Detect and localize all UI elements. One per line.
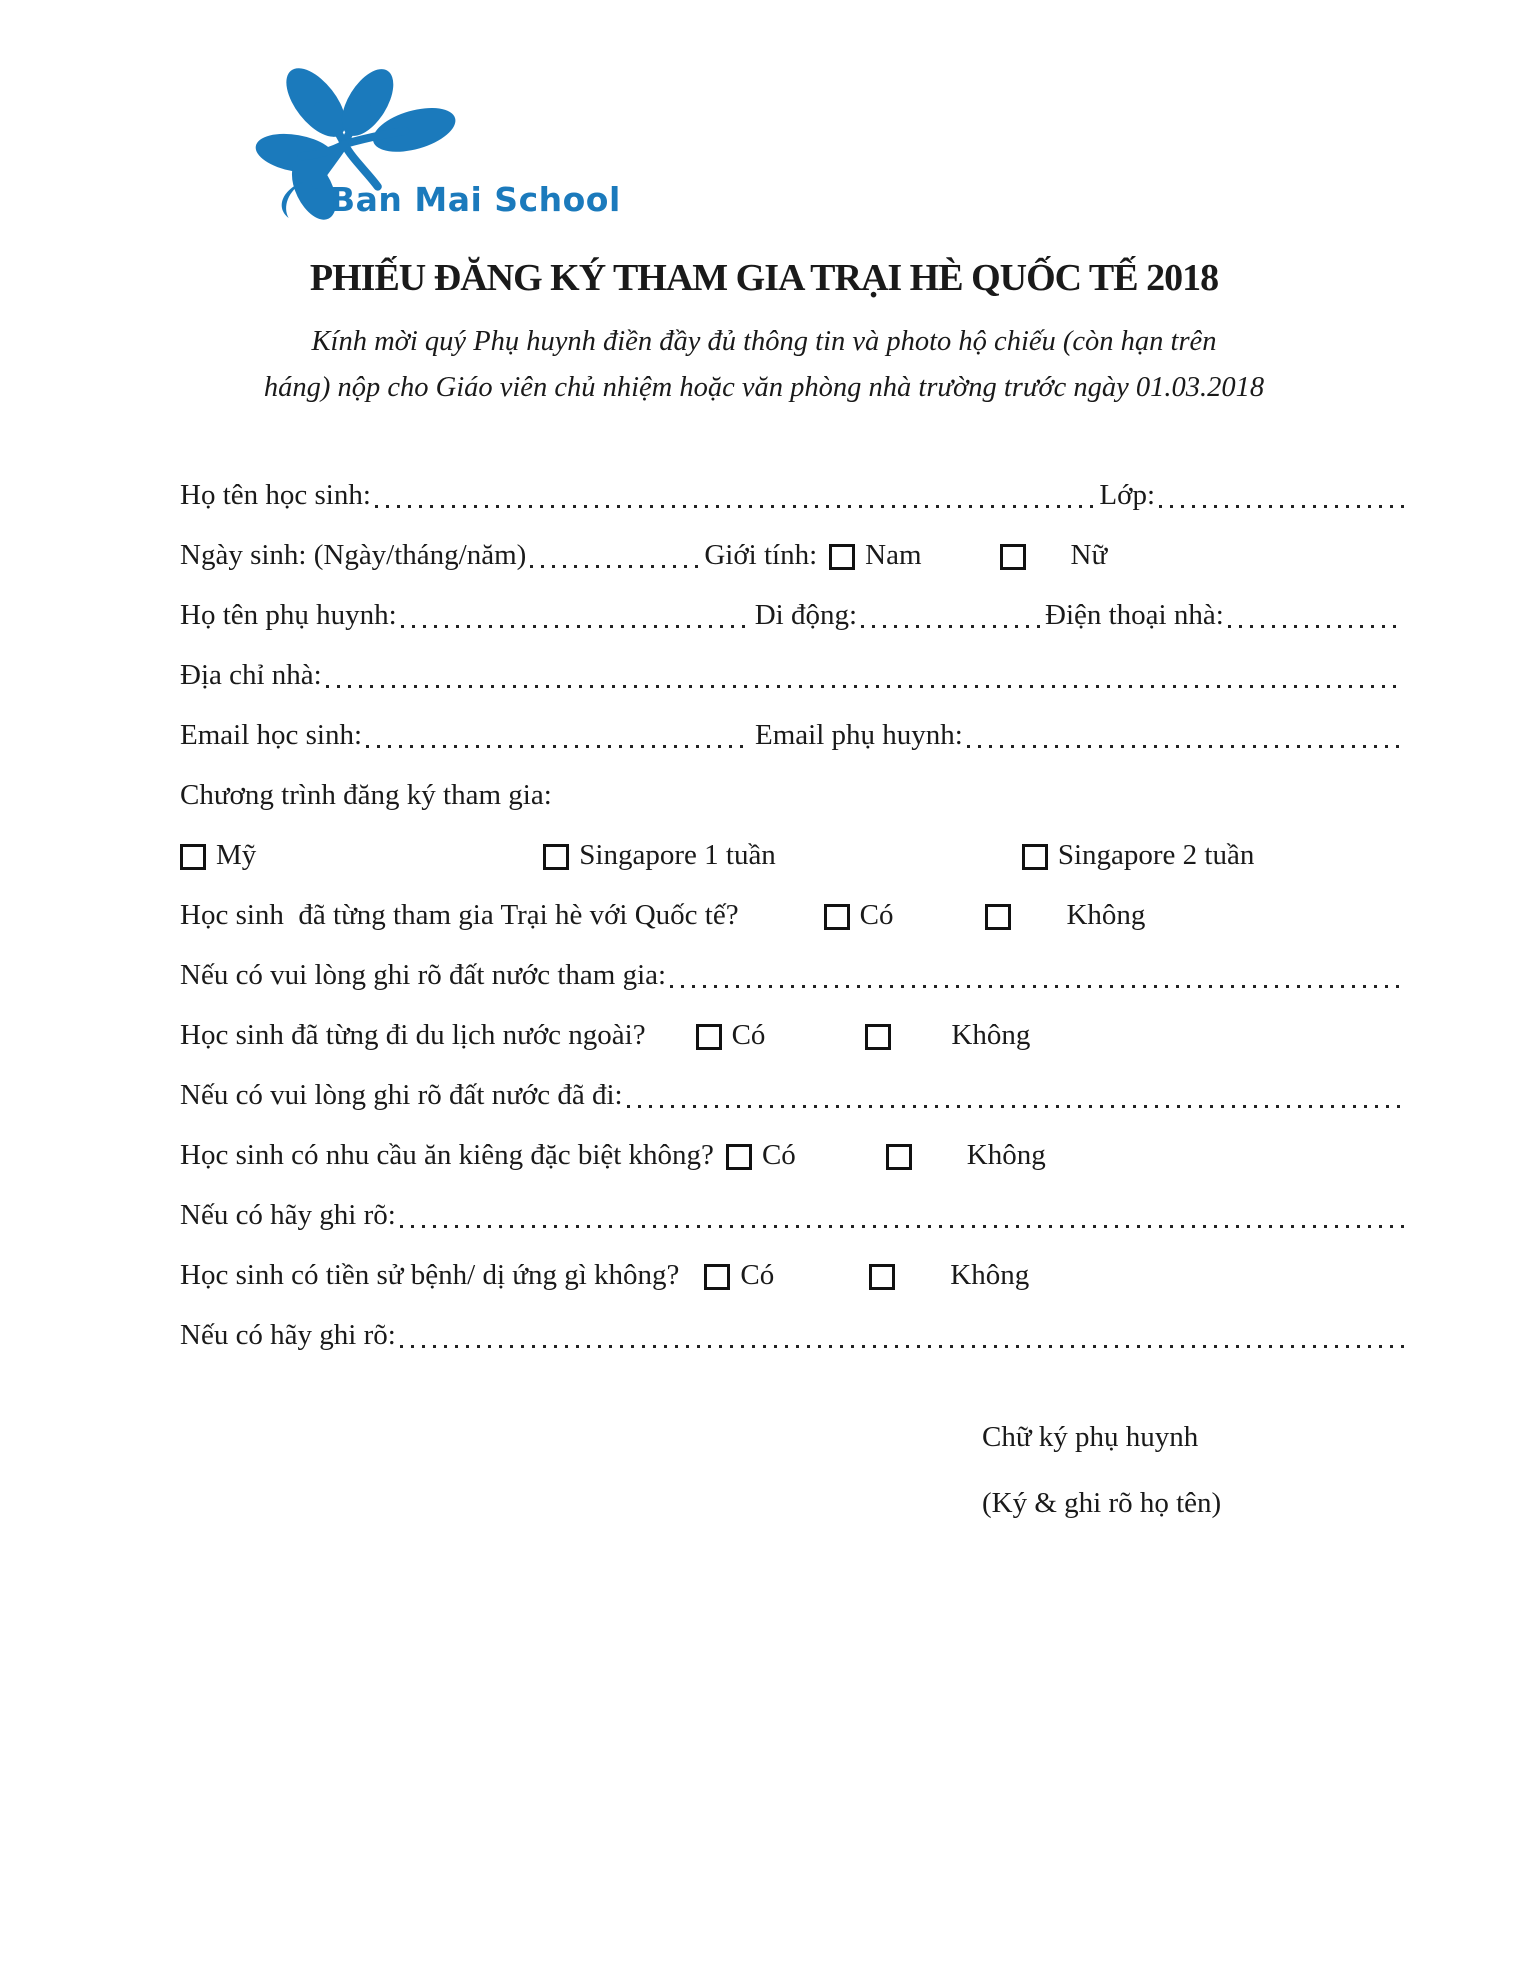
diet-yes-label: Có: [761, 1139, 796, 1171]
form-title: PHIẾU ĐĂNG KÝ THAM GIA TRẠI HÈ QUỐC TẾ 2018: [309, 257, 1219, 299]
diet-detail-label: Nếu có hãy ghi rõ:: [180, 1199, 396, 1231]
row-date-of-birth: [180, 538, 1408, 598]
student-email-fill-line: [366, 718, 751, 748]
row-traveled-abroad-detail: [180, 1078, 1408, 1138]
attended-detail-fill-line: [670, 958, 1404, 988]
home-address-label: Địa chỉ nhà:: [180, 659, 322, 691]
checkbox-diet-yes[interactable]: [726, 1144, 752, 1170]
program-option-singapore-1-label: Singapore 1 tuần: [579, 839, 776, 871]
attended-yes-label: Có: [859, 899, 894, 931]
program-option-my-label: Mỹ: [216, 839, 257, 871]
medical-detail-label: Nếu có hãy ghi rõ:: [180, 1319, 396, 1351]
program-option-singapore-2-label: Singapore 2 tuần: [1057, 839, 1255, 871]
home-phone-label: Điện thoại nhà:: [1045, 599, 1224, 631]
row-attended-camp-detail: [180, 958, 1408, 1018]
home-address-fill-line: [326, 658, 1404, 688]
traveled-detail-label: Nếu có vui lòng ghi rõ đất nước đã đi:: [180, 1079, 623, 1111]
male-label: Nam: [865, 539, 922, 571]
traveled-yes-label: Có: [731, 1019, 766, 1051]
checkbox-medical-no[interactable]: [869, 1264, 895, 1290]
school-name-logo-text: Ban Mai School: [330, 180, 621, 219]
attended-camp-question: Học sinh đã từng tham gia Trại hè với Quốc tế?: [180, 899, 739, 931]
diet-detail-fill-line: [400, 1198, 1404, 1228]
dob-fill-line: [530, 538, 700, 568]
class-fill-line: [1159, 478, 1404, 508]
form-body: [180, 478, 1408, 1378]
row-question-attended-camp: [180, 898, 1408, 958]
row-program-label: [180, 778, 1408, 838]
row-special-diet-detail: [180, 1198, 1408, 1258]
mobile-label: Di động:: [754, 599, 857, 631]
signature-title: Chữ ký phụ huynh: [982, 1421, 1199, 1453]
checkbox-traveled-yes[interactable]: [696, 1024, 722, 1050]
form-instructions-line2: háng) nộp cho Giáo viên chủ nhiệm hoặc văn phòng nhà trường trước ngày 01.03.2018: [263, 372, 1265, 403]
home-phone-fill-line: [1228, 598, 1404, 628]
row-question-special-diet: [180, 1138, 1408, 1198]
attended-no-label: Không: [1066, 899, 1146, 931]
medical-history-question: Học sinh có tiền sử bệnh/ dị ứng gì không?: [180, 1259, 680, 1291]
row-home-address: [180, 658, 1408, 718]
checkbox-program-singapore-2-weeks[interactable]: [1022, 844, 1048, 870]
form-instructions-line1: Kính mời quý Phụ huynh điền đầy đủ thông tin và photo hộ chiếu (còn hạn trên: [311, 326, 1217, 357]
row-emails: [180, 718, 1408, 778]
mobile-fill-line: [861, 598, 1041, 628]
checkbox-attended-no[interactable]: [985, 904, 1011, 930]
medical-yes-label: Có: [740, 1259, 775, 1291]
medical-detail-fill-line: [400, 1318, 1404, 1348]
checkbox-attended-yes[interactable]: [824, 904, 850, 930]
class-label: Lớp:: [1099, 479, 1155, 511]
parent-email-fill-line: [967, 718, 1404, 748]
traveled-no-label: Không: [951, 1019, 1031, 1051]
student-name-fill-line: [375, 478, 1095, 508]
row-question-medical-history: [180, 1258, 1408, 1318]
row-student-name: [180, 478, 1408, 538]
checkbox-program-singapore-1-week[interactable]: [543, 844, 569, 870]
checkbox-traveled-no[interactable]: [865, 1024, 891, 1050]
traveled-abroad-question: Học sinh đã từng đi du lịch nước ngoài?: [180, 1019, 646, 1051]
row-parent-name: [180, 598, 1408, 658]
checkbox-male[interactable]: [829, 544, 855, 570]
program-label: Chương trình đăng ký tham gia:: [180, 779, 552, 811]
parent-name-label: Họ tên phụ huynh:: [180, 599, 397, 631]
parent-name-fill-line: [401, 598, 751, 628]
signature-instruction: (Ký & ghi rõ họ tên): [982, 1487, 1222, 1519]
row-medical-history-detail: [180, 1318, 1408, 1378]
traveled-detail-fill-line: [627, 1078, 1404, 1108]
medical-no-label: Không: [950, 1259, 1030, 1291]
checkbox-diet-no[interactable]: [886, 1144, 912, 1170]
row-program-options: [180, 838, 1408, 898]
student-email-label: Email học sinh:: [180, 719, 363, 751]
diet-no-label: Không: [966, 1139, 1046, 1171]
checkbox-medical-yes[interactable]: [704, 1264, 730, 1290]
female-label: Nữ: [1070, 539, 1108, 571]
student-name-label: Họ tên học sinh:: [180, 479, 371, 511]
attended-detail-label: Nếu có vui lòng ghi rõ đất nước tham gia:: [180, 959, 667, 991]
checkbox-female[interactable]: [1000, 544, 1026, 570]
signature-block: [982, 1420, 1221, 1520]
gender-label: Giới tính:: [704, 539, 818, 571]
dob-label: Ngày sinh: (Ngày/tháng/năm): [180, 539, 527, 571]
special-diet-question: Học sinh có nhu cầu ăn kiêng đặc biệt không?: [180, 1139, 714, 1171]
parent-email-label: Email phụ huynh:: [755, 719, 963, 751]
checkbox-program-my[interactable]: [180, 844, 206, 870]
row-question-traveled-abroad: [180, 1018, 1408, 1078]
